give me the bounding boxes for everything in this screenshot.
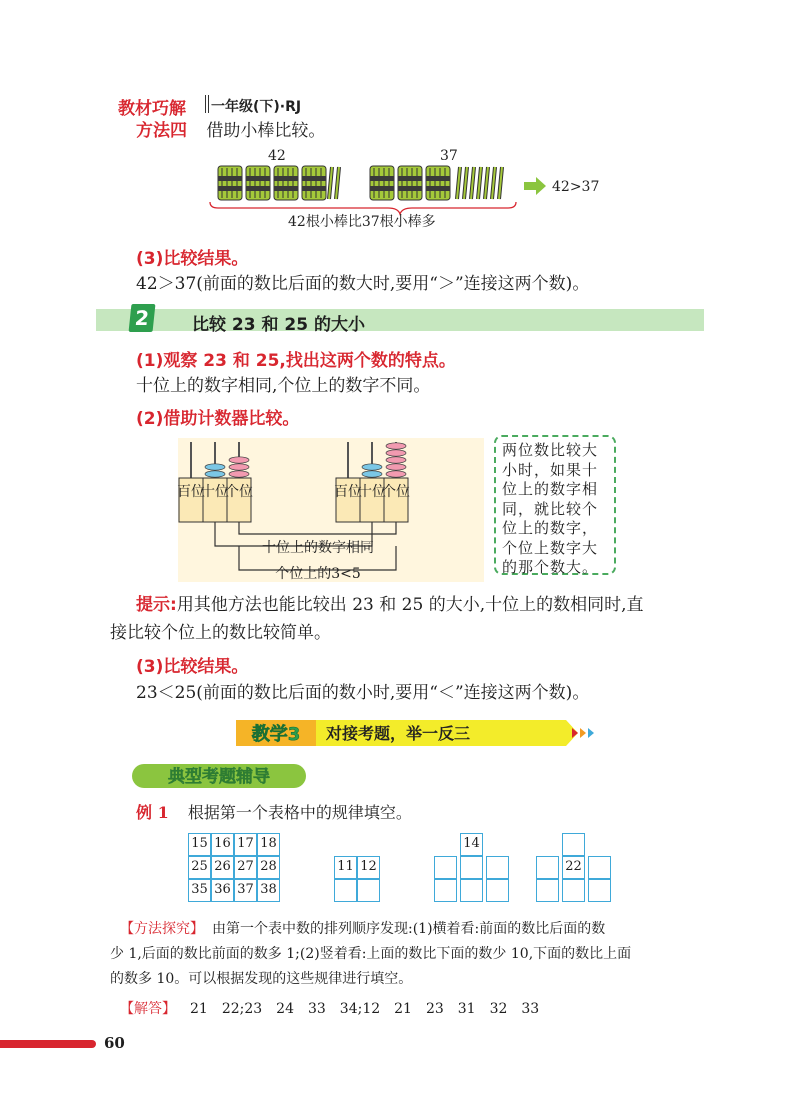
grid3: [434, 833, 514, 905]
grid4: [536, 833, 616, 905]
bead-tens: [205, 464, 225, 470]
section2-title: 比较 23 和 25 的大小: [192, 315, 365, 335]
grid-cell-empty[interactable]: [434, 856, 457, 879]
method-explore-line1: [110, 917, 631, 942]
counter-line2: 个位上的3<5: [275, 566, 361, 582]
sticks-figure: [208, 148, 600, 230]
grid-cell: 16: [211, 833, 234, 856]
method4-row: [136, 119, 325, 143]
grid-cell: 12: [357, 856, 380, 879]
grid-cell-empty[interactable]: [434, 879, 457, 902]
grid-cell-empty[interactable]: [562, 879, 585, 902]
method4-text: 借助小棒比较。: [206, 121, 326, 141]
bead-tens: [362, 464, 382, 470]
grid-cell-empty[interactable]: [486, 879, 509, 902]
grid-cell-empty[interactable]: [460, 856, 483, 879]
grid-cell: 26: [211, 856, 234, 879]
sticks-result: 42>37: [552, 179, 600, 195]
typical-heading: [132, 762, 306, 790]
place-ones: 个位: [225, 484, 253, 500]
grid-cell: 18: [257, 833, 280, 856]
sticks-brace: [210, 202, 516, 214]
bead-ones: [229, 457, 249, 463]
header-brand: 教材巧解: [118, 99, 186, 119]
page-number: 60: [104, 1034, 125, 1052]
header-subtitle: 一年级(下)·RJ: [211, 99, 302, 115]
place-tens: 十位: [201, 484, 229, 500]
method-explore-line3: 的数多 10。可以根据发现的这些规律进行填空。: [110, 971, 413, 987]
grid-cell: 38: [257, 879, 280, 902]
step3a-heading: (3)比较结果。: [136, 249, 249, 269]
note-line: 位上的数字，: [502, 519, 599, 537]
chevron-right-icon: [588, 728, 594, 738]
example1-row: [136, 801, 412, 825]
note-line: 同，就比较个: [502, 499, 599, 518]
method-explore-label: 【方法探究】: [120, 921, 204, 937]
bead-ones: [386, 443, 406, 449]
grid-cell: 37: [234, 879, 257, 902]
answer-row: [120, 998, 539, 1020]
chevron-right-icon: [580, 728, 586, 738]
hint-label: 提示:: [136, 595, 177, 615]
stick-bundles-right: [370, 166, 502, 200]
grid-cell-empty[interactable]: [588, 856, 611, 879]
bead-ones: [386, 471, 406, 477]
grid-cell: 14: [460, 833, 483, 856]
step3b-text: 23＜25(前面的数比后面的数小时,要用“＜”连接这两个数)。: [136, 683, 590, 703]
grid1: [188, 833, 282, 905]
bead-ones: [386, 450, 406, 456]
example1-label: 例 1: [136, 803, 169, 822]
section2-bar: [96, 309, 704, 331]
grid-cell-empty[interactable]: [536, 856, 559, 879]
example1-text: 根据第一个表格中的规律填空。: [187, 803, 412, 822]
grid-cell-empty[interactable]: [536, 879, 559, 902]
grid-cell-empty[interactable]: [460, 879, 483, 902]
grid-cell: 28: [257, 856, 280, 879]
stick-bundle: [426, 166, 450, 200]
note-line: 两位数比较大: [502, 441, 599, 459]
grid2: [334, 833, 388, 905]
bead-ones: [386, 464, 406, 470]
note-line: 的那个数大。: [502, 558, 599, 576]
grid-cell-empty[interactable]: [486, 856, 509, 879]
note-line: 位上的数字相: [502, 480, 599, 498]
note-line: 小时，如果十: [502, 460, 599, 479]
counter-heading: (2)借助计数器比较。: [136, 409, 300, 429]
grid-cell: 35: [188, 879, 211, 902]
grid-cell: 11: [334, 856, 357, 879]
arrow-right-icon: [524, 177, 546, 195]
typical-label: 典型考题辅导: [168, 767, 270, 787]
header-divider: [205, 95, 209, 113]
stick-bundle: [398, 166, 422, 200]
counter-line1: 十位上的数字相同: [262, 540, 374, 556]
banner-label: 教学3: [251, 724, 301, 745]
abacus-figure: [178, 438, 484, 582]
stick-bundle: [218, 166, 242, 200]
method-explore: [110, 917, 631, 992]
place-tens: 十位: [358, 484, 386, 500]
place-ones: 个位: [382, 484, 410, 500]
answer-label: 【解答】: [120, 1001, 176, 1017]
hint-text2: 接比较个位上的数比较简单。: [110, 623, 331, 643]
note-line: 个位上数字大: [502, 538, 599, 557]
grid-cell: 17: [234, 833, 257, 856]
hint-row1: [136, 593, 716, 617]
observe-text: 十位上的数字相同,个位上的数字不同。: [136, 376, 431, 396]
bead-ones: [229, 471, 249, 477]
grid-cell: 27: [234, 856, 257, 879]
footer-bar: [0, 1040, 96, 1048]
bead-tens: [205, 471, 225, 477]
grid-cell-empty[interactable]: [588, 879, 611, 902]
bead-ones: [229, 464, 249, 470]
grid-cell-empty[interactable]: [334, 879, 357, 902]
note-box: [494, 435, 616, 575]
method-explore-text1: 由第一个表中数的排列顺序发现:(1)横着看:前面的数比后面的数: [212, 921, 606, 937]
banner-title: 对接考题，举一反三: [326, 724, 471, 743]
sticks-right-number: 37: [440, 148, 458, 164]
bead-ones: [386, 457, 406, 463]
bead-tens: [362, 471, 382, 477]
step3a-text: 42＞37(前面的数比后面的数大时,要用“＞”连接这两个数)。: [136, 274, 590, 294]
answer-text: 21 22;23 24 33 34;12 21 23 31 32 33: [190, 1001, 540, 1017]
method-explore-line2: 少 1,后面的数比前面的数多 1;(2)竖着看:上面的数比下面的数少 10,下面的数比上面: [110, 946, 632, 962]
stick-bundle: [302, 166, 326, 200]
grid-cell: 25: [188, 856, 211, 879]
grid-cell: 36: [211, 879, 234, 902]
grid-cell-empty[interactable]: [562, 833, 585, 856]
sticks-left-number: 42: [268, 148, 286, 164]
place-hundreds: 百位: [334, 484, 362, 500]
stick-bundles-left: [218, 166, 339, 200]
stick-bundle: [370, 166, 394, 200]
observe-heading: (1)观察 23 和 25,找出这两个数的特点。: [136, 351, 456, 371]
chevron-right-icon: [572, 728, 578, 738]
step3b-heading: (3)比较结果。: [136, 657, 249, 677]
place-hundreds: 百位: [177, 484, 205, 500]
sticks-caption: 42根小棒比37根小棒多: [288, 214, 436, 230]
section2-badge: 2: [129, 304, 156, 332]
grid-cell: 22: [562, 856, 585, 879]
grid-cell-empty[interactable]: [357, 879, 380, 902]
hint-text1: 用其他方法也能比较出 23 和 25 的大小,十位上的数相同时,直: [176, 595, 644, 615]
method4-label: 方法四: [136, 121, 187, 141]
grid-cell: 15: [188, 833, 211, 856]
stick-bundle: [274, 166, 298, 200]
stick-bundle: [246, 166, 270, 200]
lesson-banner: [236, 720, 596, 746]
